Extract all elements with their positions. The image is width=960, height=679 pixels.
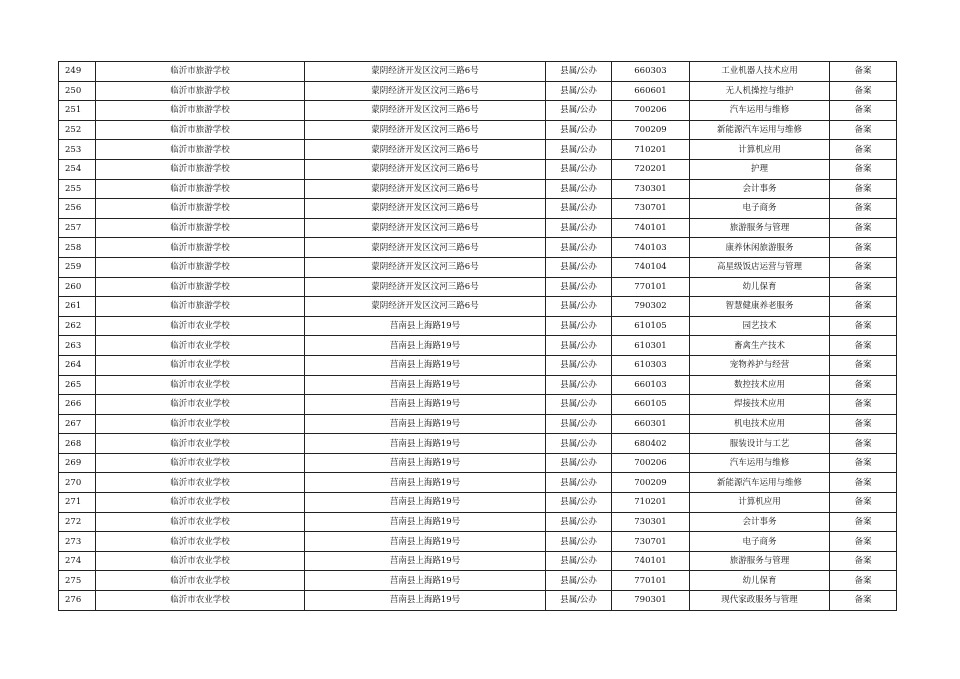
major-code-cell: 740101 — [612, 218, 690, 238]
address-cell: 莒南县上海路19号 — [305, 336, 546, 356]
affiliation-cell: 县属/公办 — [546, 532, 612, 552]
table-row — [59, 355, 897, 375]
address-cell: 蒙阴经济开发区汶河三路6号 — [305, 62, 546, 82]
row-number-cell: 260 — [59, 277, 96, 297]
affiliation-cell: 县属/公办 — [546, 571, 612, 591]
major-name-cell: 工业机器人技术应用 — [690, 62, 830, 82]
school-name-cell: 临沂市农业学校 — [96, 336, 305, 356]
row-number-cell: 258 — [59, 238, 96, 258]
table-row — [59, 336, 897, 356]
table-row — [59, 199, 897, 219]
address-cell: 莒南县上海路19号 — [305, 532, 546, 552]
address-cell: 莒南县上海路19号 — [305, 551, 546, 571]
major-code-cell: 610105 — [612, 316, 690, 336]
status-cell: 备案 — [830, 591, 897, 611]
table-row — [59, 551, 897, 571]
status-cell: 备案 — [830, 81, 897, 101]
major-code-cell: 740103 — [612, 238, 690, 258]
table-row — [59, 493, 897, 513]
status-cell: 备案 — [830, 159, 897, 179]
major-code-cell: 740104 — [612, 257, 690, 277]
address-cell: 莒南县上海路19号 — [305, 571, 546, 591]
row-number-cell: 268 — [59, 434, 96, 454]
table-row — [59, 375, 897, 395]
address-cell: 莒南县上海路19号 — [305, 414, 546, 434]
major-name-cell: 汽车运用与维修 — [690, 453, 830, 473]
row-number-cell: 275 — [59, 571, 96, 591]
major-name-cell: 服装设计与工艺 — [690, 434, 830, 454]
status-cell: 备案 — [830, 571, 897, 591]
affiliation-cell: 县属/公办 — [546, 453, 612, 473]
affiliation-cell: 县属/公办 — [546, 395, 612, 415]
row-number-cell: 263 — [59, 336, 96, 356]
row-number-cell: 273 — [59, 532, 96, 552]
major-code-cell: 710201 — [612, 493, 690, 513]
status-cell: 备案 — [830, 218, 897, 238]
affiliation-cell: 县属/公办 — [546, 336, 612, 356]
row-number-cell: 272 — [59, 512, 96, 532]
major-code-cell: 790301 — [612, 591, 690, 611]
affiliation-cell: 县属/公办 — [546, 159, 612, 179]
address-cell: 莒南县上海路19号 — [305, 493, 546, 513]
table-row — [59, 512, 897, 532]
major-name-cell: 新能源汽车运用与维修 — [690, 473, 830, 493]
major-name-cell: 新能源汽车运用与维修 — [690, 120, 830, 140]
row-number-cell: 269 — [59, 453, 96, 473]
school-name-cell: 临沂市旅游学校 — [96, 140, 305, 160]
major-code-cell: 660601 — [612, 81, 690, 101]
affiliation-cell: 县属/公办 — [546, 218, 612, 238]
address-cell: 莒南县上海路19号 — [305, 473, 546, 493]
school-name-cell: 临沂市农业学校 — [96, 571, 305, 591]
row-number-cell: 257 — [59, 218, 96, 238]
address-cell: 蒙阴经济开发区汶河三路6号 — [305, 297, 546, 317]
row-number-cell: 251 — [59, 101, 96, 121]
affiliation-cell: 县属/公办 — [546, 316, 612, 336]
row-number-cell: 274 — [59, 551, 96, 571]
school-name-cell: 临沂市农业学校 — [96, 375, 305, 395]
address-cell: 蒙阴经济开发区汶河三路6号 — [305, 218, 546, 238]
major-code-cell: 770101 — [612, 571, 690, 591]
major-name-cell: 高星级饭店运营与管理 — [690, 257, 830, 277]
row-number-cell: 253 — [59, 140, 96, 160]
affiliation-cell: 县属/公办 — [546, 140, 612, 160]
address-cell: 蒙阴经济开发区汶河三路6号 — [305, 120, 546, 140]
table-row — [59, 395, 897, 415]
status-cell: 备案 — [830, 140, 897, 160]
affiliation-cell: 县属/公办 — [546, 238, 612, 258]
status-cell: 备案 — [830, 414, 897, 434]
table-body — [59, 62, 897, 611]
major-code-cell: 660103 — [612, 375, 690, 395]
major-code-cell: 700206 — [612, 101, 690, 121]
major-code-cell: 730301 — [612, 512, 690, 532]
major-name-cell: 智慧健康养老服务 — [690, 297, 830, 317]
status-cell: 备案 — [830, 297, 897, 317]
status-cell: 备案 — [830, 512, 897, 532]
major-name-cell: 护理 — [690, 159, 830, 179]
table-row — [59, 257, 897, 277]
document-page — [58, 61, 897, 611]
affiliation-cell: 县属/公办 — [546, 493, 612, 513]
status-cell: 备案 — [830, 375, 897, 395]
address-cell: 莒南县上海路19号 — [305, 512, 546, 532]
row-number-cell: 249 — [59, 62, 96, 82]
school-name-cell: 临沂市农业学校 — [96, 414, 305, 434]
status-cell: 备案 — [830, 62, 897, 82]
row-number-cell: 264 — [59, 355, 96, 375]
address-cell: 蒙阴经济开发区汶河三路6号 — [305, 238, 546, 258]
affiliation-cell: 县属/公办 — [546, 414, 612, 434]
address-cell: 蒙阴经济开发区汶河三路6号 — [305, 277, 546, 297]
table-row — [59, 62, 897, 82]
table-row — [59, 316, 897, 336]
address-cell: 莒南县上海路19号 — [305, 434, 546, 454]
affiliation-cell: 县属/公办 — [546, 375, 612, 395]
table-row — [59, 159, 897, 179]
row-number-cell: 276 — [59, 591, 96, 611]
school-name-cell: 临沂市旅游学校 — [96, 81, 305, 101]
status-cell: 备案 — [830, 238, 897, 258]
school-major-table — [58, 61, 897, 611]
major-name-cell: 旅游服务与管理 — [690, 218, 830, 238]
address-cell: 蒙阴经济开发区汶河三路6号 — [305, 101, 546, 121]
school-name-cell: 临沂市农业学校 — [96, 316, 305, 336]
school-name-cell: 临沂市农业学校 — [96, 512, 305, 532]
major-name-cell: 幼儿保育 — [690, 277, 830, 297]
status-cell: 备案 — [830, 101, 897, 121]
address-cell: 蒙阴经济开发区汶河三路6号 — [305, 140, 546, 160]
address-cell: 蒙阴经济开发区汶河三路6号 — [305, 199, 546, 219]
table-row — [59, 434, 897, 454]
table-row — [59, 532, 897, 552]
major-code-cell: 730301 — [612, 179, 690, 199]
affiliation-cell: 县属/公办 — [546, 101, 612, 121]
affiliation-cell: 县属/公办 — [546, 62, 612, 82]
major-name-cell: 会计事务 — [690, 179, 830, 199]
table-row — [59, 591, 897, 611]
affiliation-cell: 县属/公办 — [546, 434, 612, 454]
school-name-cell: 临沂市农业学校 — [96, 532, 305, 552]
school-name-cell: 临沂市农业学校 — [96, 355, 305, 375]
row-number-cell: 254 — [59, 159, 96, 179]
table-row — [59, 218, 897, 238]
major-code-cell: 660105 — [612, 395, 690, 415]
major-name-cell: 汽车运用与维修 — [690, 101, 830, 121]
table-row — [59, 297, 897, 317]
school-name-cell: 临沂市农业学校 — [96, 453, 305, 473]
status-cell: 备案 — [830, 120, 897, 140]
table-row — [59, 101, 897, 121]
major-code-cell: 770101 — [612, 277, 690, 297]
major-name-cell: 宠物养护与经营 — [690, 355, 830, 375]
major-name-cell: 畜禽生产技术 — [690, 336, 830, 356]
address-cell: 蒙阴经济开发区汶河三路6号 — [305, 179, 546, 199]
table-row — [59, 120, 897, 140]
affiliation-cell: 县属/公办 — [546, 179, 612, 199]
status-cell: 备案 — [830, 277, 897, 297]
school-name-cell: 临沂市旅游学校 — [96, 238, 305, 258]
major-name-cell: 计算机应用 — [690, 140, 830, 160]
address-cell: 莒南县上海路19号 — [305, 355, 546, 375]
address-cell: 蒙阴经济开发区汶河三路6号 — [305, 159, 546, 179]
major-code-cell: 610301 — [612, 336, 690, 356]
major-code-cell: 740101 — [612, 551, 690, 571]
major-code-cell: 730701 — [612, 532, 690, 552]
major-name-cell: 幼儿保育 — [690, 571, 830, 591]
status-cell: 备案 — [830, 551, 897, 571]
row-number-cell: 267 — [59, 414, 96, 434]
row-number-cell: 250 — [59, 81, 96, 101]
table-row — [59, 414, 897, 434]
major-code-cell: 680402 — [612, 434, 690, 454]
major-code-cell: 790302 — [612, 297, 690, 317]
major-name-cell: 电子商务 — [690, 532, 830, 552]
major-name-cell: 数控技术应用 — [690, 375, 830, 395]
affiliation-cell: 县属/公办 — [546, 199, 612, 219]
status-cell: 备案 — [830, 473, 897, 493]
row-number-cell: 259 — [59, 257, 96, 277]
school-name-cell: 临沂市旅游学校 — [96, 199, 305, 219]
status-cell: 备案 — [830, 179, 897, 199]
affiliation-cell: 县属/公办 — [546, 297, 612, 317]
major-name-cell: 机电技术应用 — [690, 414, 830, 434]
school-name-cell: 临沂市农业学校 — [96, 591, 305, 611]
major-name-cell: 园艺技术 — [690, 316, 830, 336]
school-name-cell: 临沂市旅游学校 — [96, 101, 305, 121]
row-number-cell: 261 — [59, 297, 96, 317]
row-number-cell: 265 — [59, 375, 96, 395]
major-name-cell: 现代家政服务与管理 — [690, 591, 830, 611]
address-cell: 莒南县上海路19号 — [305, 375, 546, 395]
row-number-cell: 252 — [59, 120, 96, 140]
school-name-cell: 临沂市旅游学校 — [96, 62, 305, 82]
school-name-cell: 临沂市旅游学校 — [96, 297, 305, 317]
address-cell: 莒南县上海路19号 — [305, 395, 546, 415]
major-name-cell: 康养休闲旅游服务 — [690, 238, 830, 258]
affiliation-cell: 县属/公办 — [546, 257, 612, 277]
table-row — [59, 571, 897, 591]
address-cell: 蒙阴经济开发区汶河三路6号 — [305, 257, 546, 277]
major-name-cell: 会计事务 — [690, 512, 830, 532]
affiliation-cell: 县属/公办 — [546, 277, 612, 297]
status-cell: 备案 — [830, 336, 897, 356]
affiliation-cell: 县属/公办 — [546, 120, 612, 140]
major-code-cell: 730701 — [612, 199, 690, 219]
school-name-cell: 临沂市旅游学校 — [96, 179, 305, 199]
status-cell: 备案 — [830, 199, 897, 219]
major-code-cell: 700209 — [612, 473, 690, 493]
table-row — [59, 277, 897, 297]
major-code-cell: 660301 — [612, 414, 690, 434]
address-cell: 莒南县上海路19号 — [305, 316, 546, 336]
status-cell: 备案 — [830, 316, 897, 336]
major-name-cell: 电子商务 — [690, 199, 830, 219]
affiliation-cell: 县属/公办 — [546, 512, 612, 532]
affiliation-cell: 县属/公办 — [546, 355, 612, 375]
major-code-cell: 610303 — [612, 355, 690, 375]
status-cell: 备案 — [830, 355, 897, 375]
school-name-cell: 临沂市农业学校 — [96, 434, 305, 454]
major-code-cell: 720201 — [612, 159, 690, 179]
status-cell: 备案 — [830, 453, 897, 473]
major-name-cell: 无人机操控与维护 — [690, 81, 830, 101]
school-name-cell: 临沂市旅游学校 — [96, 159, 305, 179]
school-name-cell: 临沂市旅游学校 — [96, 277, 305, 297]
school-name-cell: 临沂市农业学校 — [96, 395, 305, 415]
table-row — [59, 140, 897, 160]
major-code-cell: 700209 — [612, 120, 690, 140]
affiliation-cell: 县属/公办 — [546, 591, 612, 611]
status-cell: 备案 — [830, 434, 897, 454]
affiliation-cell: 县属/公办 — [546, 551, 612, 571]
major-name-cell: 焊接技术应用 — [690, 395, 830, 415]
major-code-cell: 700206 — [612, 453, 690, 473]
status-cell: 备案 — [830, 493, 897, 513]
address-cell: 蒙阴经济开发区汶河三路6号 — [305, 81, 546, 101]
affiliation-cell: 县属/公办 — [546, 81, 612, 101]
status-cell: 备案 — [830, 257, 897, 277]
school-name-cell: 临沂市农业学校 — [96, 551, 305, 571]
table-row — [59, 81, 897, 101]
table-row — [59, 179, 897, 199]
school-name-cell: 临沂市旅游学校 — [96, 120, 305, 140]
school-name-cell: 临沂市旅游学校 — [96, 218, 305, 238]
row-number-cell: 262 — [59, 316, 96, 336]
address-cell: 莒南县上海路19号 — [305, 453, 546, 473]
table-row — [59, 453, 897, 473]
status-cell: 备案 — [830, 395, 897, 415]
major-code-cell: 660303 — [612, 62, 690, 82]
affiliation-cell: 县属/公办 — [546, 473, 612, 493]
major-name-cell: 计算机应用 — [690, 493, 830, 513]
row-number-cell: 256 — [59, 199, 96, 219]
table-row — [59, 473, 897, 493]
row-number-cell: 255 — [59, 179, 96, 199]
row-number-cell: 266 — [59, 395, 96, 415]
school-name-cell: 临沂市旅游学校 — [96, 257, 305, 277]
school-name-cell: 临沂市农业学校 — [96, 493, 305, 513]
major-name-cell: 旅游服务与管理 — [690, 551, 830, 571]
row-number-cell: 271 — [59, 493, 96, 513]
table-row — [59, 238, 897, 258]
row-number-cell: 270 — [59, 473, 96, 493]
status-cell: 备案 — [830, 532, 897, 552]
address-cell: 莒南县上海路19号 — [305, 591, 546, 611]
school-name-cell: 临沂市农业学校 — [96, 473, 305, 493]
major-code-cell: 710201 — [612, 140, 690, 160]
